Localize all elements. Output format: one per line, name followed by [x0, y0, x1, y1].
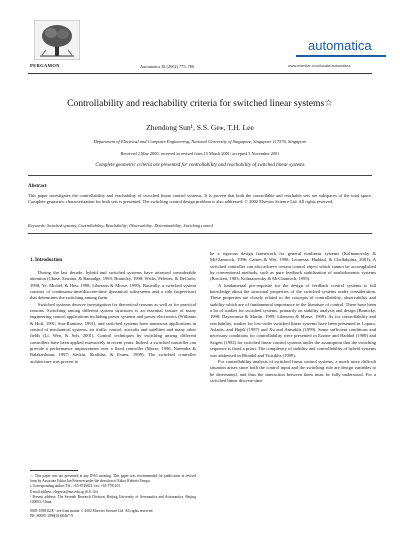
body-column-right [210, 251, 376, 384]
body-column-left [30, 258, 196, 365]
paragraph: A fundamental pre-requisite for the design of feedback control systems is full knowledge about the structural properties of the switched systems under consideration. These properties are closely related to the concepts of controllability, observability and stability which are of fundamental importance in the literature of control. There have been a lot of studies for switched systems, primarily on stability analysis and design (Branicky, 1998; Dayawansa & Martin, 1999; Liberzon & Morse, 1999). As for controllability and reachability, studies for low-order switched linear systems have been presented in Loparo, Aslanis, and Hajek (1987) and Xu and Antsaklis (1999). Some sufficient conditions and necessary conditions for controllability were presented in Ezzine and Haddad (1989) and Szigeti (1992) for switched linear control systems under the assumption that the switching sequence is fixed a priori. The complexity of stability and controllability of hybrid systems was addressed in Blondel and Tsitsiklis (1999). [210, 282, 376, 358]
abstract-bottom-divider [28, 233, 372, 234]
footnote: ¹ Present address: The Seventh Research Division, Beijing University of Aeronautics and Astronautics, Beijing 100083, China. [30, 495, 196, 504]
journal-header [0, 0, 400, 78]
article-authors: Zhendong Sun¹, S.S. Ge⁎, T.H. Lee [146, 123, 254, 132]
journal-url-link[interactable]: www.elsevier.com/locate/automatica [288, 63, 351, 68]
journal-title-underline [296, 55, 386, 57]
footnote: ⁎ Corresponding author. Tel.: +65-8746821; fax: +65-7791103. [30, 484, 121, 489]
section-heading-introduction: 1. Introduction [30, 258, 63, 263]
journal-title: automatica [308, 38, 372, 53]
article-title: Controllability and reachability criteria for switched linear systems☆ [67, 98, 333, 109]
abstract-heading: Abstract [28, 184, 47, 189]
publisher-name: PERGAMON [30, 63, 60, 68]
paragraph: be a rigorous design framework for general nonlinear systems (Kolmanovsky & McClamroch, 1996; Caines & Wei, 1998; Leonessa, Haddad, & Chellaboina, 2001). A switched controller can also achieve certain control object which cannot be accomplished by conventional methods, such as pure feedback stabilization of nonholonomic systems (Brockett, 1983; Kolmanovsky & McClamroch, 1995). [210, 251, 376, 282]
header-divider [28, 73, 372, 74]
abstract-top-divider [28, 175, 372, 176]
paragraph: Switched systems deserve investigation for theoretical reasons as well as for practical reasons. Switching among different system structures is an essential feature of many engineering control applications including power systems and power electronics (Williams & Hoft, 1991; Sira-Ramirez, 1991), and switched systems have numerous applications in control of mechanical systems, air traffic control, aircrafts and satellites and many other fields (Li, Wen, & Soh, 2001). Control techniques by switching among different controllers have been applied extensively in recent years. Indeed, a switched controller can provide a performance improvement over a fixed controller (Morse, 1996; Narendra & Balakrishnan, 1997; Savkin, Skafidas, & Evans, 1999). The switched controller architecture was proven to [30, 301, 196, 364]
footnotes [30, 474, 196, 506]
paragraph: During the last decade, hybrid and switched systems have attracted considerable attention (Chase, Serrano, & Ramadge, 1993; Branicky, 1998; Wicks, Peleties, & DeCarlo, 1998; Ye, Michel, & Hou, 1998; Liberzon & Morse, 1999). Basically, a switched system consists of continuous-time/discrete-time dynamical subsystems and a rule (supervisor) that determines the switching among them. [30, 270, 196, 301]
pii-line: PII: S0005-1098(01)00267-9 [30, 513, 73, 518]
elsevier-tree-logo-icon [34, 20, 80, 60]
copyright-line: 0005-1098/02/$ - see front matter © 2002 Elsevier Science Ltd. All rights reserved. [30, 509, 154, 513]
received-dates: Received 2 May 2000; received in revised form 15 March 2001; accepted 5 November 2001 [120, 151, 280, 156]
footnote-email[interactable]: E-mail address: elegessz@nus.edu.sg (S.S. Ge). [30, 489, 99, 494]
page-footer [30, 509, 330, 518]
footnote-divider [30, 470, 78, 471]
article-summary: Complete geometric criteria are presented for controllability and reachability of switched linear systems [95, 163, 305, 168]
keywords: Keywords: Switched systems; Controllability; Reachability; Observability; Determinability; Switching control [28, 223, 213, 228]
author-affiliation: Department of Electrical and Computer Engineering, National University of Singapore, Singapore 117576, Singapore [93, 139, 307, 144]
abstract-text: This paper investigates the controllability and reachability of switched linear control systems. It is proven that both the controllable and reachable sets are subspaces of the total space. Complete geometric characterization for both sets is presented. The switching control design problem is also addressed. © 2002 Elsevier Science Ltd. All rights reserved. [28, 193, 372, 205]
paragraph: For controllability analysis of switched linear control systems, a much more difficult situation arises since both the control input and the switching rule are design variables to be determined, and thus the interaction between them must be fully understood. For a switched linear discrete-time [210, 358, 376, 383]
footnote: ☆ This paper was not presented at any IFAC meeting. This paper was recommended for publication in revised form by Associate Editor Ian Petersen under the direction of Editor Roberto Tempo. [30, 474, 196, 483]
journal-citation: Automatica 38 (2002) 775–786 [140, 64, 195, 69]
